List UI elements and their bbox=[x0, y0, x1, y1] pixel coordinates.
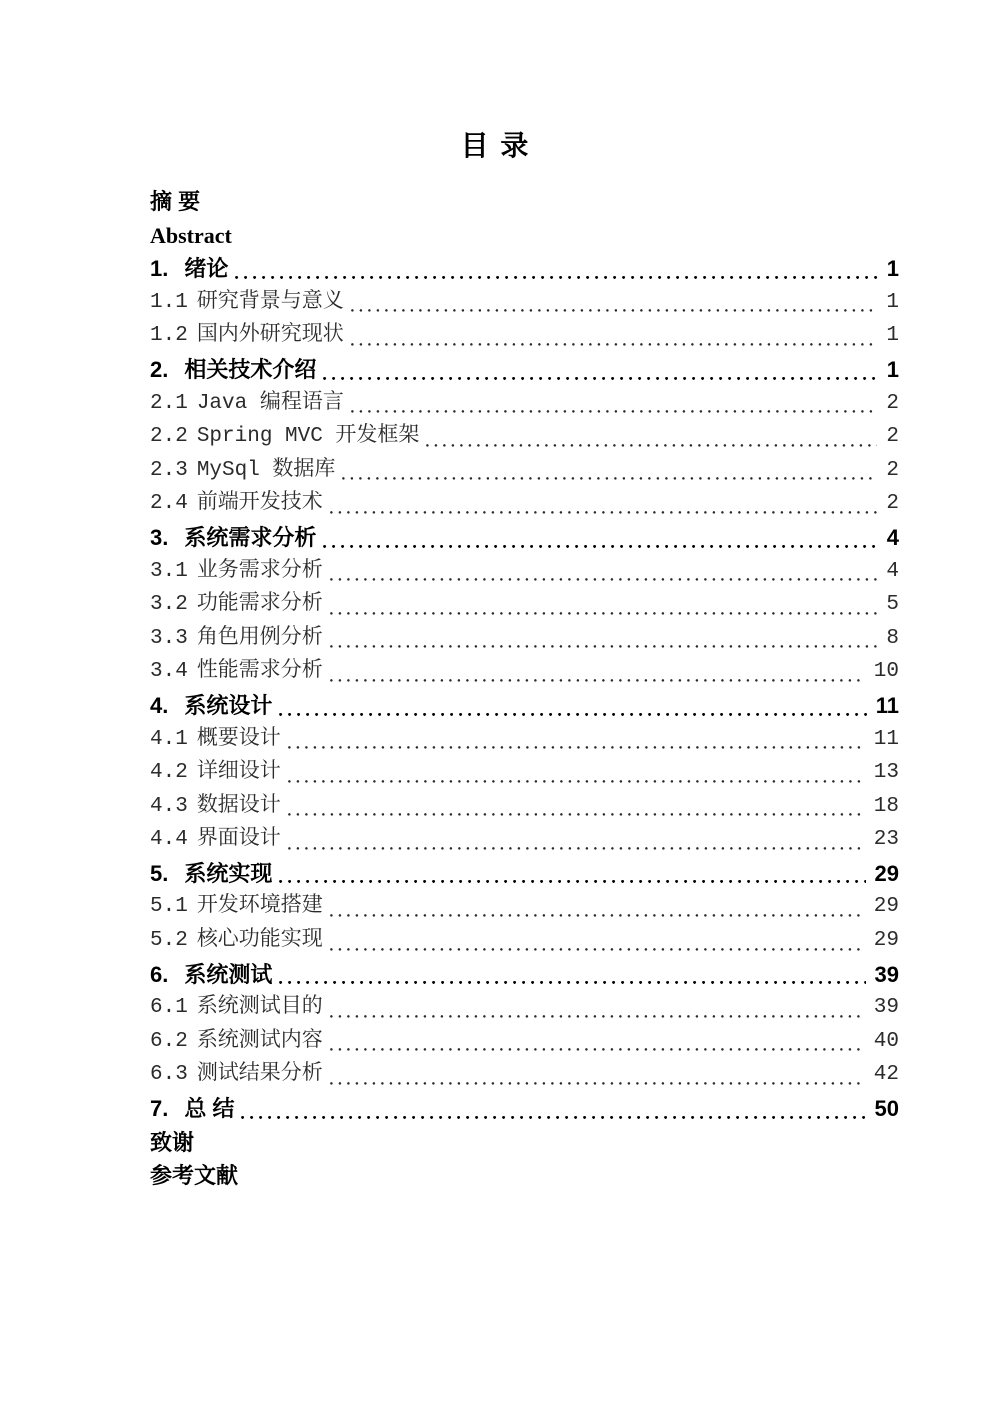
dot-leader bbox=[330, 1082, 865, 1085]
dot-leader bbox=[342, 477, 877, 480]
toc-entry-number: 3.3 bbox=[150, 626, 188, 650]
toc-entry-title: 相关技术介绍 bbox=[184, 356, 317, 382]
toc-entry bbox=[150, 655, 899, 689]
toc-entry-page: 2 bbox=[886, 391, 899, 415]
toc-entry bbox=[150, 890, 899, 924]
toc-entry-number: 2.4 bbox=[150, 492, 188, 516]
toc-entry-page: 1 bbox=[886, 324, 899, 348]
toc-entry-page: 29 bbox=[874, 860, 899, 886]
toc-entry-number: 3.1 bbox=[150, 559, 188, 583]
toc-entry bbox=[150, 185, 899, 219]
toc-title: 目 录 bbox=[460, 130, 531, 161]
toc-entry-number: 4.2 bbox=[150, 761, 188, 785]
toc-entry bbox=[150, 1025, 899, 1059]
toc-entry-title: Java 编程语言 bbox=[196, 391, 344, 415]
toc-entry bbox=[150, 756, 899, 790]
dot-leader bbox=[330, 612, 878, 615]
toc-entry-number: 2.2 bbox=[150, 425, 188, 449]
toc-entry-title: 绪论 bbox=[184, 256, 229, 282]
toc-entry-page: 11 bbox=[875, 692, 899, 718]
toc-entry-number: 4.4 bbox=[150, 828, 188, 852]
toc-entry bbox=[150, 286, 899, 320]
toc-entry-page: 29 bbox=[873, 929, 899, 953]
toc-entry-page: 11 bbox=[873, 727, 899, 751]
toc-entry-number: 2. bbox=[150, 356, 169, 382]
toc-entry-number: 5.2 bbox=[150, 929, 188, 953]
toc-entry bbox=[150, 1126, 899, 1160]
toc-entry-number: 2.3 bbox=[150, 458, 188, 482]
toc-entry-page: 2 bbox=[886, 492, 899, 516]
toc-entry-title: 摘 要 bbox=[150, 189, 201, 214]
toc-entry-page: 29 bbox=[873, 895, 899, 919]
toc-entry-title: 系统需求分析 bbox=[184, 524, 317, 550]
toc-entry-title: 性能需求分析 bbox=[196, 660, 323, 684]
dot-leader bbox=[288, 813, 865, 816]
toc-entry-title: 开发环境搭建 bbox=[196, 895, 323, 919]
toc-entry bbox=[150, 252, 899, 286]
toc-entry bbox=[150, 1058, 899, 1092]
toc-entry-title: 总 结 bbox=[184, 1096, 235, 1122]
toc-entry bbox=[150, 924, 899, 958]
toc-entry-title: 功能需求分析 bbox=[196, 593, 323, 617]
toc-entry bbox=[150, 420, 899, 454]
toc-entry-page: 1 bbox=[886, 256, 899, 282]
toc-entry-page: 2 bbox=[886, 458, 899, 482]
dot-leader bbox=[330, 1048, 865, 1051]
toc-entry bbox=[150, 790, 899, 824]
dot-leader bbox=[330, 679, 865, 682]
toc-entry bbox=[150, 823, 899, 857]
dot-leader bbox=[330, 1015, 865, 1018]
toc-list bbox=[150, 185, 899, 1193]
toc-entry-title: 系统实现 bbox=[184, 860, 273, 886]
toc-entry-page: 18 bbox=[873, 794, 899, 818]
dot-leader bbox=[235, 276, 877, 279]
toc-entry-page: 13 bbox=[873, 761, 899, 785]
toc-entry-title: 概要设计 bbox=[196, 727, 281, 751]
dot-leader bbox=[351, 343, 878, 346]
toc-entry-title: 详细设计 bbox=[196, 761, 281, 785]
toc-entry-number: 6.2 bbox=[150, 1029, 188, 1053]
dot-leader bbox=[288, 847, 865, 850]
dot-leader bbox=[426, 444, 877, 447]
toc-entry-number: 4.3 bbox=[150, 794, 188, 818]
toc-entry bbox=[150, 1159, 899, 1193]
toc-entry-number: 1.1 bbox=[150, 290, 188, 314]
dot-leader bbox=[330, 948, 865, 951]
toc-entry-page: 5 bbox=[886, 593, 899, 617]
toc-entry-title: 界面设计 bbox=[196, 828, 281, 852]
dot-leader bbox=[330, 511, 878, 514]
toc-entry-number: 6.1 bbox=[150, 996, 188, 1020]
toc-entry-title: Spring MVC 开发框架 bbox=[196, 425, 420, 449]
toc-entry-number: 4.1 bbox=[150, 727, 188, 751]
toc-entry-page: 50 bbox=[874, 1096, 899, 1122]
toc-entry-number: 7. bbox=[150, 1096, 169, 1122]
toc-entry-number: 3.4 bbox=[150, 660, 188, 684]
toc-entry-page: 39 bbox=[874, 961, 899, 987]
toc-entry-title: MySql 数据库 bbox=[196, 458, 336, 482]
toc-entry-title: 系统测试目的 bbox=[196, 996, 323, 1020]
dot-leader bbox=[323, 377, 877, 380]
toc-entry-number: 1. bbox=[150, 256, 169, 282]
toc-entry bbox=[150, 1092, 899, 1126]
toc-entry-page: 10 bbox=[873, 660, 899, 684]
toc-entry-number: 6. bbox=[150, 961, 169, 987]
toc-entry-title: 角色用例分析 bbox=[196, 626, 323, 650]
toc-entry-number: 1.2 bbox=[150, 324, 188, 348]
dot-leader bbox=[351, 410, 878, 413]
dot-leader bbox=[330, 645, 878, 648]
toc-entry-title: 数据设计 bbox=[196, 794, 281, 818]
toc-entry-number: 3. bbox=[150, 524, 169, 550]
toc-entry-title: 致谢 bbox=[150, 1129, 195, 1155]
dot-leader bbox=[323, 545, 877, 548]
toc-entry-page: 4 bbox=[886, 524, 899, 550]
toc-entry bbox=[150, 353, 899, 387]
toc-entry-page: 23 bbox=[873, 828, 899, 852]
toc-entry-title: Abstract bbox=[150, 222, 232, 248]
toc-entry-title: 前端开发技术 bbox=[196, 492, 323, 516]
toc-entry bbox=[150, 723, 899, 757]
toc-entry-title: 研究背景与意义 bbox=[196, 290, 344, 314]
toc-entry bbox=[150, 487, 899, 521]
toc-entry bbox=[150, 991, 899, 1025]
toc-entry-page: 42 bbox=[873, 1063, 899, 1087]
dot-leader bbox=[288, 780, 865, 783]
toc-entry bbox=[150, 387, 899, 421]
toc-entry-number: 2.1 bbox=[150, 391, 188, 415]
toc-entry bbox=[150, 454, 899, 488]
dot-leader bbox=[279, 880, 865, 883]
toc-entry-title: 系统测试 bbox=[184, 961, 273, 987]
toc-entry bbox=[150, 219, 899, 253]
dot-leader bbox=[279, 713, 866, 716]
toc-entry-page: 1 bbox=[886, 290, 899, 314]
dot-leader bbox=[241, 1116, 865, 1119]
toc-entry bbox=[150, 521, 899, 555]
toc-entry bbox=[150, 689, 899, 723]
toc-entry-number: 3.2 bbox=[150, 593, 188, 617]
toc-entry-number: 5. bbox=[150, 860, 169, 886]
dot-leader bbox=[330, 914, 865, 917]
toc-entry-page: 4 bbox=[886, 559, 899, 583]
toc-entry-number: 6.3 bbox=[150, 1063, 188, 1087]
toc-entry bbox=[150, 958, 899, 992]
toc-entry-title: 测试结果分析 bbox=[196, 1063, 323, 1087]
toc-entry-title: 系统测试内容 bbox=[196, 1029, 323, 1053]
toc-entry-title: 业务需求分析 bbox=[196, 559, 323, 583]
toc-entry-title: 参考文献 bbox=[150, 1163, 239, 1189]
dot-leader bbox=[279, 981, 865, 984]
dot-leader bbox=[330, 578, 878, 581]
toc-entry-page: 8 bbox=[886, 626, 899, 650]
toc-entry-title: 核心功能实现 bbox=[196, 929, 323, 953]
toc-entry bbox=[150, 319, 899, 353]
toc-entry-number: 4. bbox=[150, 692, 169, 718]
toc-entry bbox=[150, 555, 899, 589]
toc-entry-page: 40 bbox=[873, 1029, 899, 1053]
toc-entry-title: 国内外研究现状 bbox=[196, 324, 344, 348]
toc-entry-page: 1 bbox=[886, 356, 899, 382]
toc-entry bbox=[150, 857, 899, 891]
toc-entry bbox=[150, 622, 899, 656]
dot-leader bbox=[351, 309, 878, 312]
dot-leader bbox=[288, 746, 865, 749]
toc-entry bbox=[150, 588, 899, 622]
toc-entry-page: 39 bbox=[873, 996, 899, 1020]
toc-entry-number: 5.1 bbox=[150, 895, 188, 919]
toc-entry-page: 2 bbox=[886, 425, 899, 449]
toc-entry-title: 系统设计 bbox=[184, 692, 273, 718]
